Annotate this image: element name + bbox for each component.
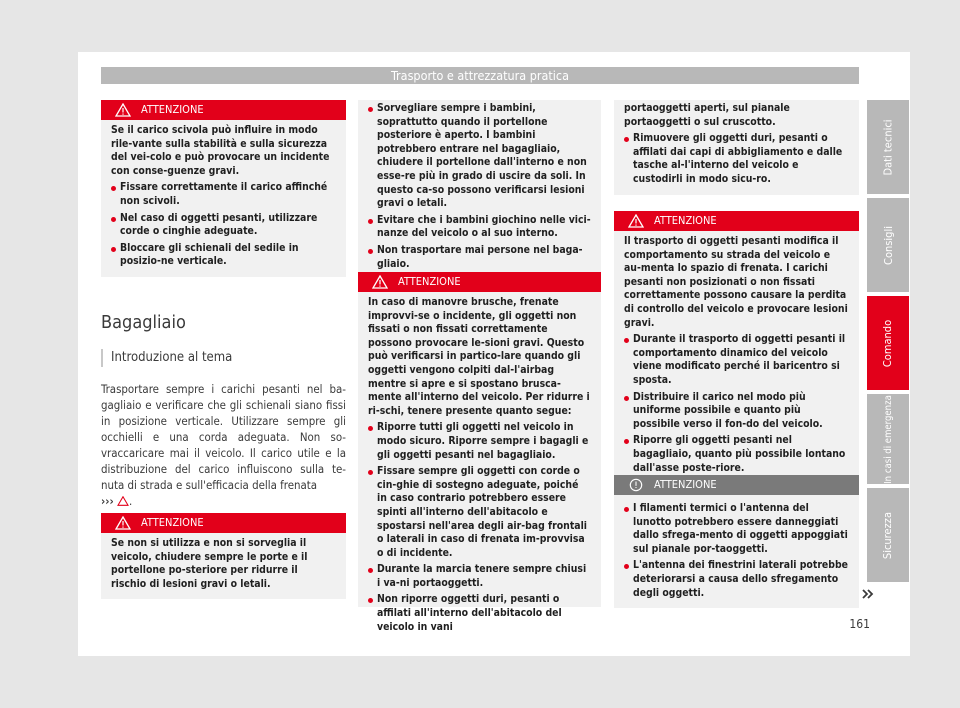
tab-label: Consigli [881,225,895,265]
warning-bullet: Bloccare gli schienali del sedile in posizio-ne verticale. [111,242,336,269]
warning-bullet: Non trasportare mai persone nel baga-gliaio. [368,244,591,271]
warning-box [614,211,859,483]
warning-box [358,272,601,633]
note-bullet: I filamenti termici o l'antenna del lunotto potrebbero essere danneggiati dallo sfrega-mento di oggetti appoggiati sul pianale por-taoggetti. [624,502,849,556]
warning-bullet: Fissare correttamente il carico affinché non scivoli. [111,181,336,208]
tab-label: Comando [881,319,895,367]
warning-text: Se il carico scivola può influire in modo rile-vante sulla stabilità e sulla sicurezza del vei-colo e può provocare un incidente con conse-guenze gravi. [111,124,330,177]
note-box-header [614,475,859,495]
warning-text: In caso di manovre brusche, frenate improvvi-se o incidente, gli oggetti non fissati o non fissati correttamente possono provocare le-sioni gravi. Questo può verificarsi in partico-lare quando gli oggetti vengono colpiti dal-l'airbag mentre si apre e si spostano brusca-mente all'interno del veicolo. Per ridurre i ri-schi, tenere presente quanto segue: [368,296,590,417]
warning-heading: ATTENZIONE [141,103,204,116]
warning-bullet: Fissare sempre gli oggetti con corde o cin-ghie di sostegno adeguate, poiché in caso contrario potrebbero essere spinti all'interno dell'abitacolo e spostarsi nell'area degli air-bag frontali o laterali in caso di frenata im-provvisa o di incidente. [368,465,591,560]
warning-bullet: Sorvegliare sempre i bambini, soprattutto quando il portellone posteriore è aperto. I bambini potrebbero entrare nel bagagliaio, chiudere il portellone dall'interno e non esse-re più in grado di uscire da soli. In questo ca-so possono verificarsi lesioni gravi o letali. [368,102,591,211]
page-header: Trasporto e attrezzatura pratica [101,67,859,84]
tab-consigli[interactable] [867,198,909,292]
note-bullet: L'antenna dei finestrini laterali potrebbe deteriorarsi a causa dello sfregamento degli oggetti. [624,559,849,600]
warning-bullet: Distribuire il carico nel modo più uniforme possibile e quanto più possibile verso il fon-do del veicolo. [624,391,849,432]
page-number: 161 [849,617,870,631]
warning-triangle-icon [115,103,131,117]
warning-continued-box [614,100,859,195]
warning-text: Il trasporto di oggetti pesanti modifica il comportamento su strada del veicolo e au-menta lo spazio di frenata. I carichi pesanti non posizionati o non fissati correttamente possono causare la perdita di controllo del veicolo e provocare lesioni gravi. [624,235,848,329]
warning-bullet: Riporre tutti gli oggetti nel veicolo in modo sicuro. Riporre sempre i bagagli e gli oggetti pesanti nel bagagliaio. [368,421,591,462]
warning-triangle-icon [117,496,129,506]
warning-triangle-icon [372,275,388,289]
subsection-title: Introduzione al tema [101,349,232,367]
warning-box [101,513,346,599]
warning-heading: ATTENZIONE [398,275,461,288]
note-box [614,475,859,608]
warning-triangle-icon [115,516,131,530]
body-text: Trasportare sempre i carichi pesanti nel ba-gagliaio e verificare che gli schienali siano fissi in posizione verticale. Utilizzare sempre gli occhielli e una corda adeguata. Non so-vraccaricare mai il veicolo. Il carico utile e la distribuzione del carico influiscono sulla te-nuta di strada e sull'efficacia della frenata [101,382,346,492]
tab-in-casi-di-emergenza[interactable] [867,394,909,484]
tab-sicurezza[interactable] [867,488,909,582]
tab-dati-tecnici[interactable] [867,100,909,194]
warning-bullet: Nel caso di oggetti pesanti, utilizzare corde o cinghie adeguate. [111,212,336,239]
warning-heading: ATTENZIONE [141,516,204,529]
tab-label: In casi di emergenza [882,394,894,484]
warning-box-header [614,211,859,231]
warning-bullet: Non riporre oggetti duri, pesanti o affilati all'interno dell'abitacolo del veicolo in vani [368,593,591,634]
note-heading: ATTENZIONE [654,478,717,491]
warning-text: portaoggetti aperti, sul pianale portaoggetti o sul cruscotto. [624,102,790,128]
tab-comando[interactable] [867,296,909,390]
warning-text: Se non si utilizza e non si sorveglia il veicolo, chiudere sempre le porte e il portellone po-steriore per ridurre il rischio di lesioni gravi o letali. [111,537,308,590]
tab-label: Sicurezza [881,511,895,559]
warning-box-header [358,272,601,292]
warning-triangle-icon [628,214,644,228]
section-title: Bagagliaio [101,312,186,333]
warning-bullet: Riporre gli oggetti pesanti nel bagagliaio, quanto più possibile lontano dall'asse poste-riore. [624,434,849,475]
tab-label: Dati tecnici [881,118,895,176]
warning-heading: ATTENZIONE [654,214,717,227]
warning-bullet: Rimuovere gli oggetti duri, pesanti o affilati dai capi di abbigliamento e dalle tasche al-l'interno del veicolo e custodirli in modo sicu-ro. [624,132,849,186]
info-circle-icon [628,478,644,492]
warning-box [101,100,346,277]
warning-bullet: Durante la marcia tenere sempre chiusi i va-ni portaoggetti. [368,563,591,590]
warning-box-header [101,513,346,533]
cross-reference-link[interactable]: ››› [101,494,114,508]
warning-bullet: Evitare che i bambini giochino nelle vici-nanze del veicolo o al suo interno. [368,214,591,241]
warning-continued-box [358,100,601,279]
body-paragraph: Trasportare sempre i carichi pesanti nel ba-gagliaio e verificare che gli schienali siano fissi in posizione verticale. Utilizzare sempre gli occhielli e una corda adeguata. Non so-vraccaricare mai il veicolo. Il carico utile e la distribuzione del carico influiscono sulla te-nuta di strada e sull'efficacia della frenata ››› . [101,382,346,508]
warning-box-header [101,100,346,120]
double-chevron-right-icon[interactable] [862,588,874,600]
warning-bullet: Durante il trasporto di oggetti pesanti il comportamento dinamico del veicolo viene modificato perché il baricentro si sposta. [624,333,849,387]
